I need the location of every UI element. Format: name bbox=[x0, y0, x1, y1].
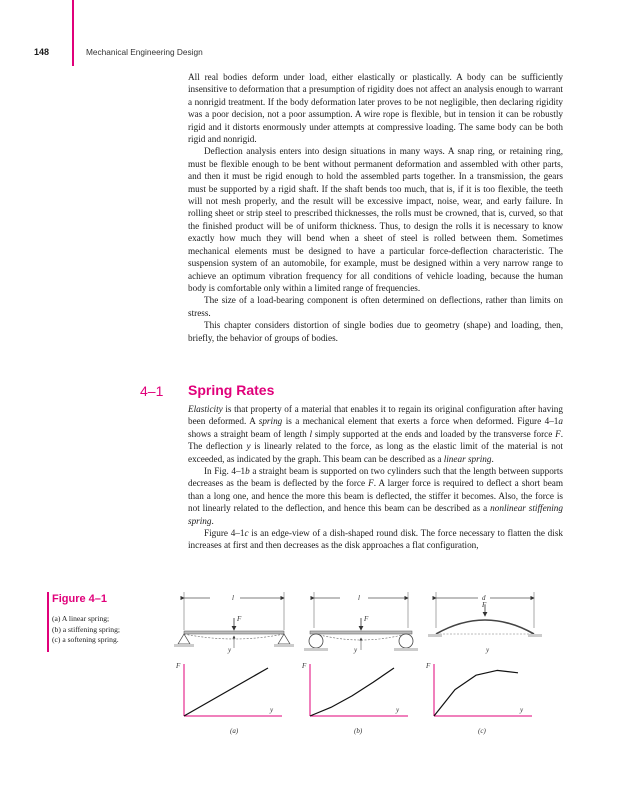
paragraph: Elasticity is that property of a material that enables it to regain its original configuration after having been deformed. A spring is a mechanical element that exerts a force when deformed. Figure 4–1a shows a straight beam of length l simply supported at the ends and loaded by the transverse force F. The deflection y is linearly related to the force, as long as the elastic limit of the material is not exceeded, as indicated by the graph. This beam can be described as a linear spring. bbox=[188, 404, 563, 464]
panel-a-diagram bbox=[174, 592, 294, 654]
force-label: F bbox=[482, 601, 487, 609]
paragraph: Deflection analysis enters into design situations in many ways. A snap ring, or retaining ring, must be flexible enough to be bent without permanent deformation and assembled with other parts, and then it must be rigid enough to hold the assembled parts together. In a transmission, the gears must be supported by a rigid shaft. If the shaft bends too much, that is, if it is too flexible, the teeth will not mesh properly, and the result will be excessive impact, noise, wear, and early failure. In rolling sheet or strip steel to prescribed thicknesses, the rolls must be crowned, that is, curved, so that the finished product will be of uniform thickness. Thus, to design the rolls it is necessary to know exactly how much they will bend when a sheet of steel is rolled between them. Sometimes mechanical elements must be designed to have a particular force-deflection characteristic. The suspension system of an automobile, for example, must be designed within a very narrow range to achieve an optimum vibration frequency for all conditions of vehicle loading, because the human body is comfortable only within a limited range of frequencies. bbox=[188, 146, 563, 293]
pin-support bbox=[278, 634, 290, 644]
deflection-label: y bbox=[354, 646, 358, 654]
paragraph: Figure 4–1c is an edge-view of a dish-shaped round disk. The force necessary to flatten the disk increases at first and then decreases as the disk approaches a flat configuration, bbox=[188, 528, 563, 551]
paragraph: All real bodies deform under load, either elastically or plastically. A body can be sufficiently insensitive to deformation that a presumption of rigidity does not affect an analysis enough to warrant a nonrigid treatment. If the body deformation later proves to be not negligible, then declaring rigidity was a poor decision, not a poor assumption. A wire rope is flexible, but in tension it can be robustly rigid and it distorts enormously under attempts at compressive loading. The same body can be both rigid and nonrigid. bbox=[188, 72, 563, 145]
force-deflection-curve bbox=[310, 668, 394, 716]
panel-c-diagram bbox=[428, 592, 542, 654]
x-axis-label: y bbox=[396, 706, 400, 714]
x-axis-label: y bbox=[270, 706, 274, 714]
force-deflection-charts bbox=[175, 662, 532, 716]
panel-label: (b) bbox=[354, 727, 363, 735]
y-axis-label: F bbox=[302, 662, 307, 670]
paragraph: In Fig. 4–1b a straight beam is supported on two cylinders such that the length between supports decreases as the beam is deflected by the force F. A larger force is required to deflect a short beam than a long one, and hence the more this beam is deflected, the stiffer it becomes. Also, the force is not linearly related to the deflection, and hence this beam can be described as a nonlinear stiffening spring. bbox=[188, 466, 563, 526]
y-axis-label: F bbox=[176, 662, 181, 670]
figure-label: Figure 4–1 bbox=[52, 593, 108, 605]
panel-label: (a) bbox=[230, 727, 239, 735]
length-label: d bbox=[482, 594, 486, 602]
page-number: 148 bbox=[34, 47, 50, 57]
beam bbox=[184, 631, 284, 634]
caption-line: (b) a stiffening spring; bbox=[52, 624, 120, 634]
caption-line: (c) a softening spring. bbox=[52, 635, 119, 644]
paragraph: The size of a load-bearing component is often determined on deflections, rather than limits on stress. bbox=[188, 295, 563, 318]
cylinder-support bbox=[399, 634, 413, 648]
panel-b-diagram bbox=[304, 592, 418, 654]
beam bbox=[310, 631, 412, 634]
deflection-label: y bbox=[228, 646, 232, 654]
panel-label: (c) bbox=[478, 727, 486, 735]
dish-disk bbox=[436, 620, 534, 634]
running-head: Mechanical Engineering Design bbox=[86, 47, 203, 57]
length-label: l bbox=[358, 594, 360, 602]
force-label: F bbox=[237, 615, 242, 623]
deflection-label: y bbox=[486, 646, 490, 654]
section-number: 4–1 bbox=[140, 383, 164, 399]
ground bbox=[174, 644, 194, 647]
pin-support bbox=[178, 634, 190, 644]
paragraph: This chapter considers distortion of single bodies due to geometry (shape) and loading, then, briefly, the behavior of groups of bodies. bbox=[188, 320, 563, 343]
force-deflection-curve bbox=[434, 670, 518, 716]
section-title: Spring Rates bbox=[188, 382, 275, 398]
cylinder-support bbox=[309, 634, 323, 648]
x-axis-label: y bbox=[520, 706, 524, 714]
caption-line: (a) A linear spring; bbox=[52, 614, 110, 623]
y-axis-label: F bbox=[426, 662, 431, 670]
ground bbox=[274, 644, 294, 647]
force-deflection-curve bbox=[184, 668, 268, 716]
length-label: l bbox=[232, 594, 234, 602]
force-label: F bbox=[364, 615, 369, 623]
